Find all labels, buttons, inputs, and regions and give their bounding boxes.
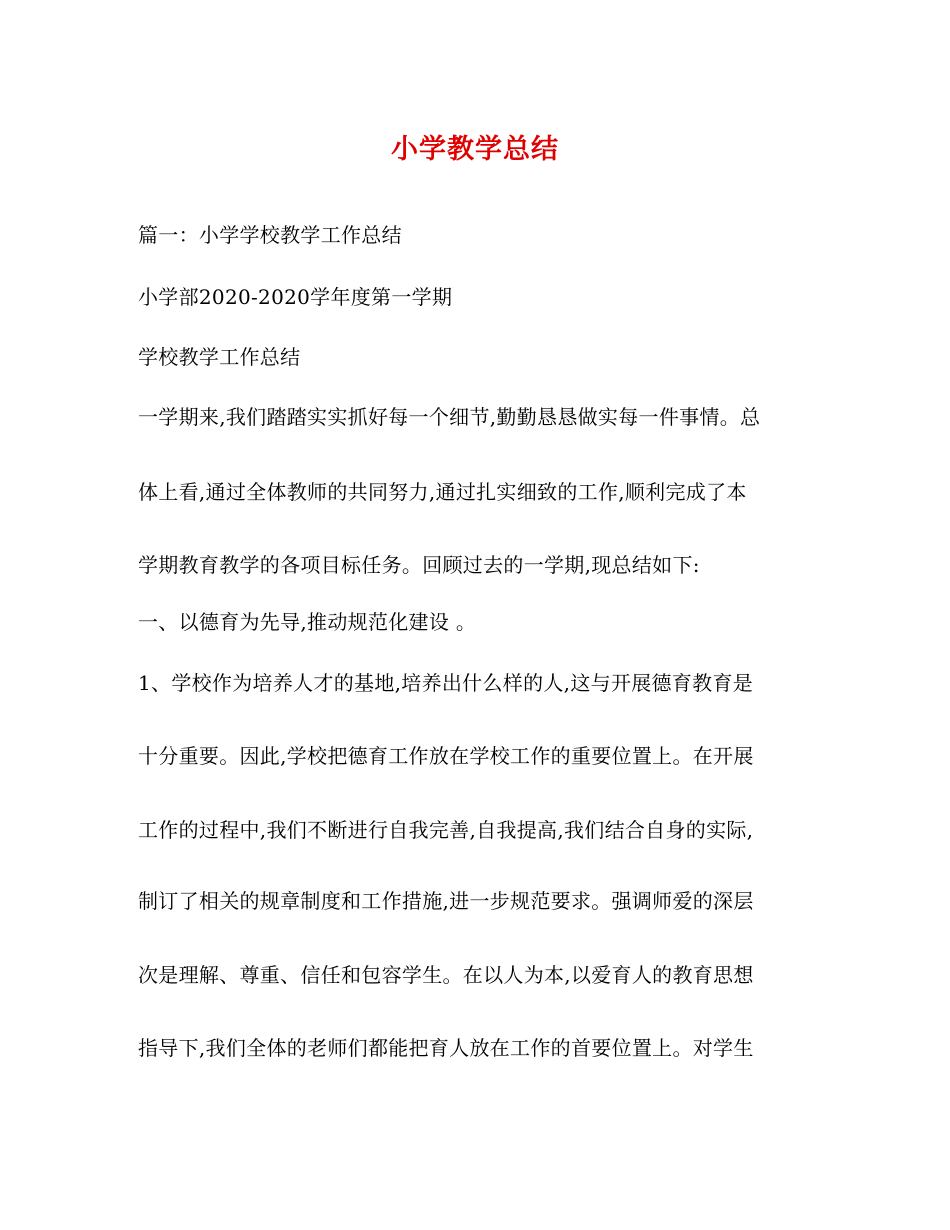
subheading-summary: 学校教学工作总结 [138,345,301,369]
document-title: 小学教学总结 [391,134,559,165]
paragraph-line: 指导下,我们全体的老师们都能把育人放在工作的首要位置上。对学生 [138,1036,754,1060]
paragraph-line: 制订了相关的规章制度和工作措施,进一步规范要求。强调师爱的深层 [138,889,754,913]
paragraph-line: 学期教育教学的各项目标任务。回顾过去的一学期,现总结如下: [138,553,700,577]
paragraph-line: 一学期来,我们踏踏实实抓好每一个细节,勤勤恳恳做实每一件事情。总 [138,405,761,429]
paragraph-line: 工作的过程中,我们不断进行自我完善,自我提高,我们结合自身的实际, [138,818,754,842]
paragraph-line: 次是理解、尊重、信任和包容学生。在以人为本,以爱育人的教育思想 [138,963,754,987]
paragraph-line: 体上看,通过全体教师的共同努力,通过扎实细致的工作,顺利完成了本 [138,480,747,504]
paragraph-line: 十分重要。因此,学校把德育工作放在学校工作的重要位置上。在开展 [138,744,754,768]
subheading-term: 小学部2020-2020学年度第一学期 [138,285,453,309]
section-heading: 一、以德育为先导,推动规范化建设 。 [138,610,477,634]
heading-section-one: 篇一：小学学校教学工作总结 [138,223,402,247]
paragraph-line: 1、学校作为培养人才的基地,培养出什么样的人,这与开展德育教育是 [138,671,754,695]
